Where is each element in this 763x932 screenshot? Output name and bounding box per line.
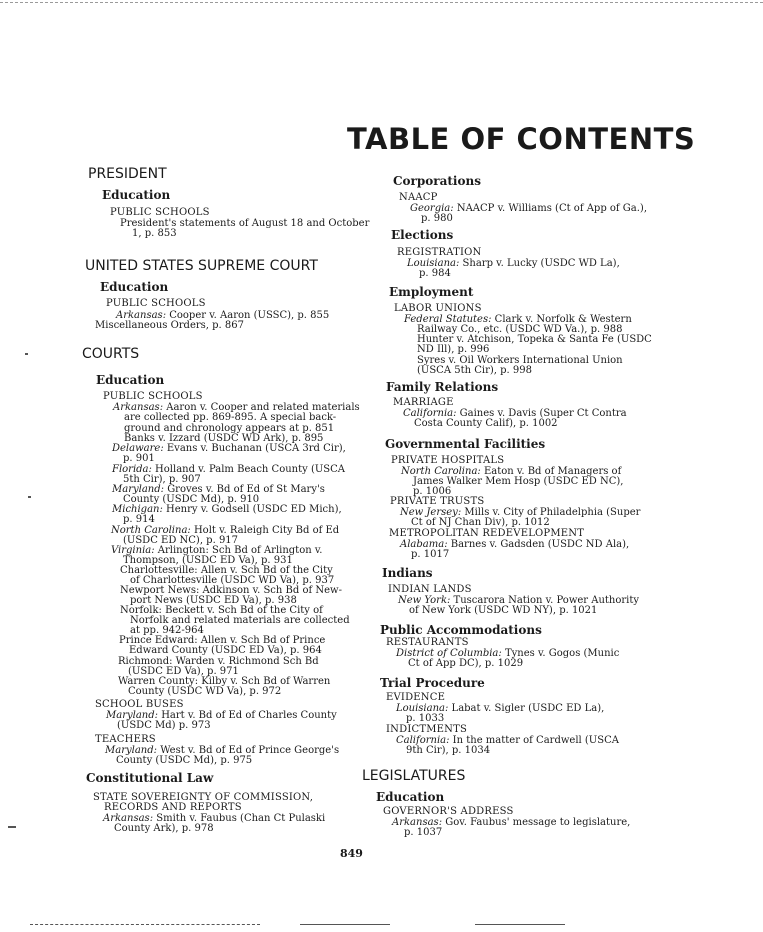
topic-heading: MARRIAGE [393,397,454,408]
entry-line: Costa County Calif), p. 1002 [414,418,558,429]
entry-line: Banks v. Izzard (USDC WD Ark), p. 895 [124,433,324,444]
jurisdiction-label: New York: [398,595,451,606]
topic-heading: INDICTMENTS [386,724,467,735]
jurisdiction-label: Maryland: [106,710,159,721]
jurisdiction-label: District of Columbia: [396,648,502,659]
topic-heading: STATE SOVEREIGNTY OF COMMISSION, [93,792,314,803]
topic-heading: METROPOLITAN REDEVELOPMENT [389,528,585,539]
entry-line: Syres v. Oil Workers International Union [417,355,623,366]
subsection-heading: Education [376,790,445,804]
subsection-heading: Family Relations [386,380,499,394]
scan-speck [25,353,28,355]
section-heading: LEGISLATURES [362,768,466,784]
entry-line: Ct of NJ Chan Div), p. 1012 [411,517,550,528]
entry-line: Railway Co., etc. (USDC WD Va.), p. 988 [417,324,623,335]
topic-heading: GOVERNOR'S ADDRESS [383,806,514,817]
entry-line: County (USDC Md), p. 975 [116,755,253,766]
entry-line: Charlottesville: Allen v. Sch Bd of the City [120,565,333,576]
topic-heading: PRIVATE TRUSTS [390,496,485,507]
entry-text: West v. Bd of Ed of Prince George's [157,745,340,756]
entry-line: p. 980 [421,213,453,224]
subsection-heading: Constitutional Law [86,771,214,785]
section-heading: COURTS [82,346,140,362]
entry-line: Hunter v. Atchison, Topeka & Santa Fe (USDC [417,334,652,345]
entry-line: p. 1017 [411,549,450,560]
entry-line: County (USDC WD Va), p. 972 [128,686,282,697]
subsection-heading: Elections [391,228,454,242]
entry-text: Gaines v. Davis (Super Ct Contra [456,408,627,419]
topic-heading: TEACHERS [95,734,156,745]
subsection-heading: Employment [389,285,474,299]
entry-line: Newport News: Adkinson v. Sch Bd of New- [120,585,342,596]
entry-line: p. 901 [123,453,155,464]
page-title: TABLE OF CONTENTS [347,122,696,156]
jurisdiction-label: North Carolina: [401,466,481,477]
entry-text: Hart v. Bd of Ed of Charles County [158,710,337,721]
entry-line: 9th Cir), p. 1034 [406,745,491,756]
jurisdiction-label: Alabama: [400,539,448,550]
entry-text: Aaron v. Cooper and related materials [163,402,360,413]
topic-heading: PUBLIC SCHOOLS [103,391,203,402]
section-heading: UNITED STATES SUPREME COURT [85,258,318,274]
jurisdiction-label: Maryland: [112,484,165,495]
subsection-heading: Governmental Facilities [385,437,546,451]
entry-text: Groves v. Bd of Ed of St Mary's [164,484,325,495]
subsection-heading: Indians [382,566,433,580]
topic-heading: INDIAN LANDS [388,584,472,595]
entry-text: Barnes v. Gadsden (USDC ND Ala), [447,539,630,550]
subsection-heading: Education [102,188,171,202]
topic-heading: EVIDENCE [386,692,446,703]
jurisdiction-label: Arkansas: [392,817,443,828]
scan-speck [28,496,31,498]
scan-speck [8,826,16,828]
entry-text: Cooper v. Aaron (USSC), p. 855 [166,310,330,321]
topic-heading: NAACP [399,192,438,203]
entry-line: Miscellaneous Orders, p. 867 [95,320,244,331]
entry-line: port News (USDC ED Va), p. 938 [130,595,297,606]
topic-heading: PUBLIC SCHOOLS [106,298,206,309]
jurisdiction-label: California: [396,735,450,746]
entry-line: 5th Cir), p. 907 [123,474,201,485]
entry-line: Edward County (USDC ED Va), p. 964 [129,645,322,656]
entry-line: p. 1033 [406,713,445,724]
subsection-heading: Education [96,373,165,387]
top-edge-rule [0,2,763,3]
entry-line: President's statements of August 18 and October [120,218,370,229]
entry-text: In the matter of Cardwell (USCA [449,735,619,746]
subsection-heading: Corporations [393,174,481,188]
entry-line: Norfolk: Beckett v. Sch Bd of the City of [120,605,323,616]
bottom-edge-rule [30,924,260,925]
entry-line: 1, p. 853 [132,228,177,239]
entry-line: Norfolk and related materials are collected [130,615,350,626]
bottom-edge-rule [300,924,390,925]
subsection-heading: Trial Procedure [380,676,485,690]
jurisdiction-label: Arkansas: [103,813,154,824]
page-number: 849 [340,847,363,860]
entry-text: Henry v. Godsell (USDC ED Mich), [162,504,342,515]
subsection-heading: Public Accommodations [380,623,542,637]
jurisdiction-label: Virginia: [111,545,155,556]
entry-line: ND Ill), p. 996 [417,344,490,355]
entry-line: at pp. 942-964 [130,625,204,636]
entry-line: Richmond: Warden v. Richmond Sch Bd [118,656,319,667]
topic-heading: REGISTRATION [397,247,482,258]
entry-text: Evans v. Buchanan (USCA 3rd Cir), [163,443,346,454]
entry-line: Thompson, (USDC ED Va), p. 931 [123,555,293,566]
entry-line: p. 1006 [413,486,452,497]
entry-line: County Ark), p. 978 [114,823,214,834]
bottom-edge-rule [475,924,565,925]
entry-line: p. 1037 [404,827,443,838]
entry-text: Eaton v. Bd of Managers of [480,466,622,477]
entry-line: County (USDC Md), p. 910 [123,494,260,505]
entry-text: Smith v. Faubus (Chan Ct Pulaski [153,813,326,824]
entry-text: Mills v. City of Philadelphia (Super [461,507,641,518]
entry-text: Tynes v. Gogos (Munic [501,648,620,659]
jurisdiction-label: Florida: [112,464,152,475]
entry-line: (USDC ED NC), p. 917 [123,535,239,546]
entry-line: are collected pp. 869-895. A special back- [124,412,337,423]
entry-line: p. 914 [123,514,155,525]
entry-text: Gov. Faubus' message to legislature, [442,817,631,828]
topic-heading: RESTAURANTS [386,637,469,648]
jurisdiction-label: Arkansas: [116,310,167,321]
entry-line: of Charlottesville (USDC WD Va), p. 937 [130,575,335,586]
entry-line: p. 984 [419,268,451,279]
jurisdiction-label: Louisiana: [396,703,449,714]
topic-heading: LABOR UNIONS [394,303,482,314]
entry-text: Holland v. Palm Beach County (USCA [151,464,345,475]
jurisdiction-label: Georgia: [410,203,454,214]
subsection-heading: Education [100,280,169,294]
topic-heading: PUBLIC SCHOOLS [110,207,210,218]
jurisdiction-label: Delaware: [112,443,164,454]
entry-text: Sharp v. Lucky (USDC WD La), [459,258,620,269]
entry-line: Warren County: Kilby v. Sch Bd of Warren [118,676,331,687]
entry-line: ground and chronology appears at p. 851 [124,423,335,434]
entry-text: Labat v. Sigler (USDC ED La), [448,703,605,714]
entry-text: Arlington: Sch Bd of Arlington v. [154,545,323,556]
entry-line: (USCA 5th Cir), p. 998 [417,365,532,376]
topic-heading: RECORDS AND REPORTS [104,802,242,813]
jurisdiction-label: Federal Statutes: [404,314,492,325]
entry-text: NAACP v. Williams (Ct of App of Ga.), [453,203,648,214]
entry-line: (USDC ED Va), p. 971 [128,666,239,677]
jurisdiction-label: Michigan: [112,504,163,515]
jurisdiction-label: Louisiana: [407,258,460,269]
entry-line: (USDC Md) p. 973 [117,720,211,731]
jurisdiction-label: Arkansas: [113,402,164,413]
entry-line: Prince Edward: Allen v. Sch Bd of Prince [119,635,326,646]
topic-heading: SCHOOL BUSES [95,699,184,710]
jurisdiction-label: Maryland: [105,745,158,756]
jurisdiction-label: North Carolina: [111,525,191,536]
jurisdiction-label: California: [403,408,457,419]
jurisdiction-label: New Jersey: [400,507,462,518]
entry-text: Clark v. Norfolk & Western [491,314,632,325]
entry-line: of New York (USDC WD NY), p. 1021 [409,605,598,616]
entry-line: James Walker Mem Hosp (USDC ED NC), [413,476,624,487]
section-heading: PRESIDENT [88,166,167,182]
entry-line: Ct of App DC), p. 1029 [408,658,524,669]
entry-text: Holt v. Raleigh City Bd of Ed [190,525,340,536]
entry-text: Tuscarora Nation v. Power Authority [450,595,640,606]
topic-heading: PRIVATE HOSPITALS [391,455,505,466]
